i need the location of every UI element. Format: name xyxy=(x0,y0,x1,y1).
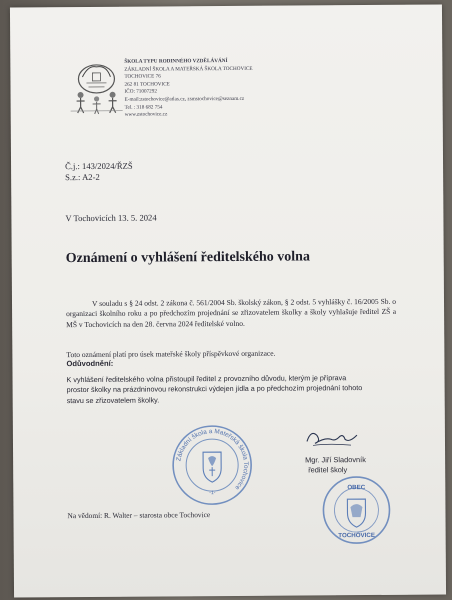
town-stamp xyxy=(321,475,391,545)
signer-role: ředitel školy xyxy=(308,465,348,475)
announcement-scope: Toto oznámení platí pro úsek mateřské školy příspěvkové organizace. xyxy=(66,348,276,360)
signer-name: Mgr. Jiří Sladovník xyxy=(305,455,366,465)
file-mark: S.z.: A2-2 xyxy=(65,171,100,183)
letterhead-line: Tel. : 318 682 754 xyxy=(124,104,163,111)
letterhead-line: IČO: 71007292 xyxy=(124,88,157,96)
notice-recipient: Na vědomí: R. Walter – starosta obce Tochovice xyxy=(67,510,211,521)
letter-date: V Tochovicích 13. 5. 2024 xyxy=(65,212,157,224)
town-stamp-top-text: OBEC xyxy=(347,484,366,492)
reason-line: stavu se zřizovatelem školky. xyxy=(66,395,160,405)
reason-line: K vyhlášení ředitelského volna přistoupil ředitel z provozního důvodu, kterým je příprava xyxy=(66,373,347,385)
letterhead-line: www.zstochovice.cz xyxy=(124,111,168,118)
reason-heading: Odůvodnění: xyxy=(66,358,114,369)
school-stamp xyxy=(171,424,254,507)
letterhead-line: ZÁKLADNÍ ŠKOLA A MATEŘSKÁ ŠKOLA TOCHOVICE xyxy=(124,65,253,73)
reference-number: Č.j.: 143/2024/ŘZŠ xyxy=(65,160,133,172)
letterhead-line: TOCHOVICE 76 xyxy=(124,73,161,80)
stamp-ring-text: Základní škola a Mateřská škola Tochovice xyxy=(175,428,250,492)
page-title: Oznámení o vyhlášení ředitelského volna xyxy=(65,249,310,267)
town-stamp-bottom-text: TOCHOVICE xyxy=(338,531,376,540)
school-logo xyxy=(66,59,126,115)
school-letterhead xyxy=(124,57,324,119)
letter-page xyxy=(10,4,446,597)
reason-line: prostor školky na prázdninovou rekonstrukci výdejen jídla a po předchozím projednání tohoto xyxy=(66,383,363,395)
signer-block xyxy=(305,455,366,476)
letterhead-line: 262 81 TOCHOVICE xyxy=(124,81,170,88)
reference-block xyxy=(65,161,133,183)
letterhead-line: ŠKOLA TYPU RODINNÉHO VZDĚLÁVÁNÍ xyxy=(124,57,228,65)
handwritten-signature xyxy=(303,423,363,451)
reason-paragraph xyxy=(67,373,402,407)
stamp-number: -1- xyxy=(209,490,216,497)
announcement-body: V souladu s § 24 odst. 2 zákona č. 561/2004 Sb. školský zákon, § 2 odst. 5 vyhlášky č. 16/2005 Sb. o organizaci školního roku a po předchozím projednání se zřizovatelem školky a školy vyhlašuje ředitel ZŠ a MŠ v Tochovicích na den 28. června 2024 ředitelské volno. xyxy=(66,296,397,329)
letterhead-line: E-mail:zstochovice@atlas.cz, zsmstochovice@seznam.cz xyxy=(124,95,245,103)
